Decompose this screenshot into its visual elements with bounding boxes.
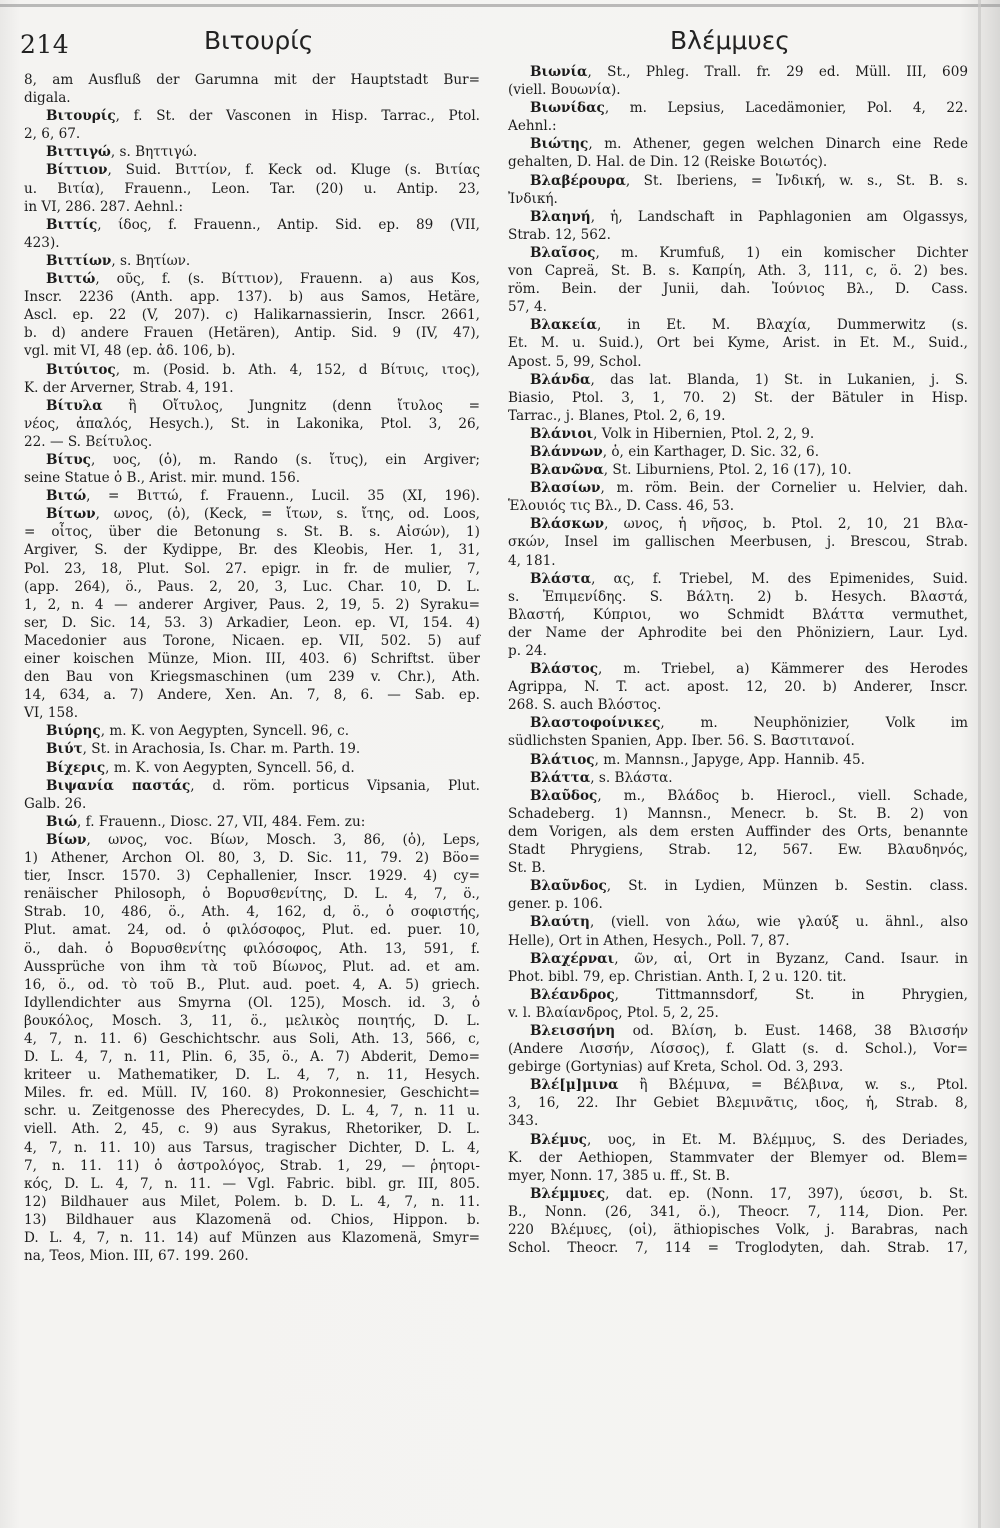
entry-line: κός, D. L. 4, 7, n. 11. — Vgl. Fabric. bibl. gr. III, 805. — [24, 1175, 480, 1192]
entry-line-headword: Βιττώ, οῦς, f. (s. Βίττιον), Frauenn. a) aus Kos, — [46, 271, 480, 288]
entry-line: 1) Athener, Archon Ol. 80, 3, D. Sic. 11, 79. 2) Böo= — [24, 850, 480, 867]
entry-line: den Bau von Kriegsmaschinen (um 239 v. Chr.), Ath. — [24, 669, 480, 686]
entry-line: Plut. amat. 24, od. ὁ φιλόσοφος, Plut. ed. puer. 10, — [24, 922, 480, 939]
entry-line-headword: Βίττιον, Suid. Βιττίον, f. Keck od. Kluge (s. Βιτίας — [46, 162, 480, 179]
entry-line: 8, am Ausfluß der Garumna mit der Hauptstadt Bur= — [24, 72, 480, 88]
right-column — [508, 63, 968, 1257]
entry-line-headword: Βιώ, f. Frauenn., Diosc. 27, VII, 484. Fem. zu: — [46, 813, 366, 830]
entry-line: 268. S. auch Βλόστος. — [508, 697, 662, 714]
entry-line: u. Βιτία), Frauenn., Leon. Tar. (20) u. Antip. 23, — [24, 180, 480, 197]
entry-line: 12) Bildhauer aus Milet, Polem. b. D. L. 4, 7, n. 11. — [24, 1193, 480, 1210]
running-head-left: Βιτουρίς — [204, 26, 314, 55]
headword: Βλάστος — [530, 661, 598, 678]
headword: Βλαβέρουρα — [530, 172, 626, 189]
entry-line-headword: Βιωνίδας, m. Lepsius, Lacedämonier, Pol. 4, 22. — [530, 100, 968, 117]
entry-line: seine Statue ὁ Β., Arist. mir. mund. 156. — [24, 470, 301, 487]
entry-line-headword: Βίων, ωνος, voc. Βίων, Mosch. 3, 86, (ὁ), Leps, — [46, 831, 480, 848]
entry-line: Ἰνδική. — [508, 190, 558, 207]
entry-line-headword: Βλαύτη, (viell. von λάω, wie γλαύξ u. ähnl., also — [530, 914, 968, 931]
entry-line-headword: Βιύρης, m. K. von Aegypten, Syncell. 96, c. — [46, 723, 350, 740]
headword: Βλαῖσος — [530, 244, 596, 261]
headword: Βιττίς — [46, 216, 98, 233]
headword: Βιώ — [46, 813, 78, 830]
headword: Βλέμυς — [530, 1131, 587, 1148]
entry-line: Aussprüche von ihm τὰ τοῦ Βίωνος, Plut. ad. et am. — [24, 958, 480, 975]
entry-line-headword: Βλακεία, in Et. M. Βλαχία, Dummerwitz (s. — [530, 317, 968, 334]
entry-line: D. L. 4, 7, n. 11. 14) auf Münzen aus Klazomenä, Smyr= — [24, 1230, 480, 1246]
running-head-right: Βλέμμυες — [670, 26, 790, 55]
entry-line: Ἑλουιός τις Βλ., D. Cass. 46, 53. — [508, 498, 735, 515]
entry-line: ser, D. Sic. 14, 53. 3) Arkadier, Leon. ep. VI, 154. 4) — [24, 614, 480, 631]
entry-line: Stadt Phrygiens, Strab. 12, 567. Ew. Βλαυδηνός, — [508, 842, 968, 859]
entry-line: b. d) andere Frauen (Hetären), Antip. Sid. 9 (IV, 47), — [24, 325, 480, 342]
entry-line: 220 Βλέμυες, (οἱ), äthiopisches Volk, j. Barabras, nach — [508, 1222, 968, 1238]
entry-line: D. L. 4, 7, n. 11, Plin. 6, 35, ö., A. 7) Abderit, Demo= — [24, 1049, 480, 1066]
entry-line: Ascl. ep. 22 (V, 207). c) Halikarnassierin, Inscr. 2661, — [24, 307, 480, 324]
entry-line: Schadeberg. 1) Mannsn., Menecr. b. St. B. 2) von — [508, 805, 968, 822]
headword: Βλανῶνα — [530, 462, 604, 479]
headword: Βιττίων — [46, 252, 112, 269]
entry-line: 4, 181. — [508, 552, 556, 569]
entry-line: kriteer u. Mathematiker, D. L. 4, 7, n. 11, Hesych. — [24, 1067, 480, 1084]
entry-line: 13) Bildhauer aus Klazomenä od. Chios, Hippon. b. — [24, 1211, 480, 1228]
entry-line-headword: Βιωνία, St., Phleg. Trall. fr. 29 ed. Müll. III, 609 — [530, 64, 968, 80]
headword: Βιύτ — [46, 741, 83, 758]
entry-line: schr. u. Zeitgenosse des Pherecydes, D. L. 4, 7, n. 11 u. — [24, 1103, 480, 1120]
entry-line: in VI, 286. 287. Aehnl.: — [24, 198, 184, 215]
headword: Βιτουρίς — [46, 108, 116, 125]
entry-line-headword: Βλάνδα, das lat. Blanda, 1) St. in Lukanien, j. S. — [530, 371, 968, 388]
entry-line: der Name der Aphrodite bei den Phöniziern, Laur. Lyd. — [508, 624, 968, 641]
entry-line: 4, 7, n. 11. 10) aus Tarsus, tragischer Dichter, D. L. 4, — [24, 1139, 480, 1156]
headword: Βίων — [46, 831, 87, 848]
headword: Βίχερις — [46, 759, 106, 776]
entry-line-headword: Βιττιγώ, s. Βηττιγώ. — [46, 144, 198, 161]
entry-line: (Andere Λισσήν, Λίσσος), f. Glatt (s. d. Schol.), Vor= — [508, 1041, 968, 1058]
headword: Βλασίων — [530, 480, 601, 497]
scan-top-edge — [0, 4, 1000, 7]
entry-line: Biasio, Ptol. 3, 1, 70. 2) St. der Bätuler in Hisp. — [508, 389, 968, 406]
headword: Βιωνία — [530, 64, 588, 80]
entry-line: 3, 16, 22. Ihr Gebiet Βλεμινᾶτις, ιδος, ἡ, Strab. 8, — [508, 1095, 968, 1112]
entry-line: = οἶτος, über die Betonung s. St. B. s. Αἰσών), 1) — [24, 524, 480, 541]
entry-line: 57, 4. — [508, 299, 547, 316]
headword: Βίτυς — [46, 451, 91, 468]
entry-line: Argiver, S. der Kydippe, Br. des Kleobis, Her. 1, 31, — [24, 542, 480, 559]
entry-line: gehalten, D. Hal. de Din. 12 (Reiske Βοιωτός). — [508, 154, 828, 171]
headword: Βιώτης — [530, 136, 589, 153]
entry-line-headword: Βλαβέρουρα, St. Iberiens, = Ἰνδική, w. s., St. B. s. — [530, 172, 968, 189]
entry-line: digala. — [24, 90, 71, 107]
entry-line: Macedonier aus Torone, Nicaen. ep. VII, 502. 5) auf — [24, 632, 480, 649]
headword: Βιτύιτος — [46, 361, 116, 378]
entry-line: p. 24. — [508, 643, 547, 659]
headword: Βλάττα — [530, 769, 591, 786]
headword: Βιψανία παστάς — [46, 777, 191, 794]
entry-line: myer, Nonn. 17, 385 u. ff., St. B. — [508, 1167, 730, 1184]
entry-line-headword: Βλέμυς, υος, in Et. M. Βλέμμυς, S. des Deriades, — [530, 1131, 968, 1148]
headword: Βίτων — [46, 506, 96, 523]
entry-line: 423). — [24, 234, 60, 251]
headword: Βλέμμυες — [530, 1185, 606, 1202]
entry-line: K. der Aethiopen, Stammvater der Blemyer od. Blem= — [508, 1149, 968, 1166]
headword: Βιωνίδας — [530, 100, 605, 117]
headword: Βιύρης — [46, 723, 101, 740]
entry-line: einer koischen Münze, Mion. III, 403. 6) Schriftst. über — [24, 651, 480, 667]
left-column — [24, 71, 480, 1265]
entry-line: Idyllendichter aus Smyrna (Ol. 125), Mosch. id. 3, ὁ — [24, 994, 480, 1011]
entry-line: βουκόλος, Mosch. 3, 11, ö., μελικὸς ποιητής, D. L. — [24, 1012, 480, 1029]
entry-line-headword: Βλαῦνδος, St. in Lydien, Münzen b. Sestin. class. — [530, 878, 968, 895]
entry-line: Schol. Theocr. 7, 114 = Troglodyten, dah. Strab. 17, — [508, 1240, 968, 1257]
entry-line-headword: Βλαχέρναι, ῶν, αἱ, Ort in Byzanz, Cand. Isaur. in — [530, 950, 968, 967]
entry-line-headword: Βλάσκων, ωνος, ἡ νῆσος, b. Ptol. 2, 10, 21 Βλα- — [530, 516, 968, 533]
headword: Βιττιγώ — [46, 144, 111, 161]
headword: Βλάννων — [530, 443, 603, 460]
entry-line: St. B. — [508, 860, 546, 877]
entry-line: σκών, Insel im gallischen Meerbusen, j. Brescou, Strab. — [508, 534, 968, 551]
entry-line: gebirge (Gortynias) auf Kreta, Schol. Od. 3, 293. — [508, 1059, 844, 1076]
headword: Βλαῦνδος — [530, 878, 607, 895]
headword: Βιτώ — [46, 488, 87, 505]
entry-line: v. l. Βλαίανδρος, Ptol. 5, 2, 25. — [508, 1004, 719, 1021]
entry-line: Pol. 23, 18, Plut. Sol. 27. epigr. in fr. de mulier, 7, — [24, 560, 480, 577]
entry-line: Galb. 26. — [24, 795, 87, 812]
entry-line: 16, ö., od. τὸ τοῦ Β., Plut. aud. poet. 4, A. 5) griech. — [24, 976, 480, 993]
headword: Βλέ[μ]μινα — [530, 1077, 619, 1094]
entry-line: (app. 264), ö., Paus. 2, 20, 3, Luc. Char. 10, D. L. — [24, 578, 480, 595]
entry-line: Phot. bibl. 79, ep. Christian. Anth. I, 2 u. 120. tit. — [508, 968, 847, 985]
entry-line: 1, 2, n. 4 — anderer Argiver, Paus. 2, 19, 5. 2) Syraku= — [24, 596, 480, 613]
headword: Βλαῦδος — [530, 787, 598, 804]
headword: Βλακεία — [530, 317, 597, 334]
headword: Βλαύτη — [530, 914, 590, 931]
entry-line-headword: Βίτυς, υος, (ὁ), m. Rando (s. ἴτυς), ein Argiver; — [46, 451, 480, 468]
headword: Βλεισσήνη — [530, 1022, 616, 1039]
entry-line-headword: Βιώτης, m. Athener, gegen welchen Dinarch eine Rede — [530, 136, 968, 153]
entry-line-headword: Βλεισσήνη od. Βλίση, b. Eust. 1468, 38 Βλισσήν — [530, 1022, 968, 1039]
entry-line: 7, n. 11. 11) ὁ ἀστρολόγος, Strab. 1, 29, — ῥητορι- — [24, 1157, 480, 1174]
headword: Βλέανδρος — [530, 986, 615, 1003]
headword: Βλαστοφοίνικες — [530, 715, 661, 732]
entry-line: Et. M. u. Suid.), Ort bei Kyme, Arist. in Et. M., Suid., — [508, 335, 968, 352]
entry-line: 2, 6, 67. — [24, 126, 81, 143]
headword: Βίττιον — [46, 162, 108, 179]
entry-line: 343. — [508, 1113, 539, 1130]
entry-line-headword: Βλασίων, m. röm. Bein. der Cornelier u. Helvier, dah. — [530, 480, 968, 497]
entry-line-headword: Βιψανία παστάς, d. röm. porticus Vipsania, Plut. — [46, 777, 480, 794]
headword: Βλάτιος — [530, 751, 595, 768]
entry-line: νέος, ἁπαλός, Hesych.), St. in Lakonika, Ptol. 3, 26, — [24, 415, 480, 432]
entry-line-headword: Βίτων, ωνος, (ὁ), (Keck, = ἴτων, s. ἴτης, od. Loos, — [46, 506, 480, 523]
headword: Βλάνιοι — [530, 425, 594, 442]
entry-line-headword: Βιτύιτος, m. (Posid. b. Ath. 4, 152, d Βίτυις, ιτος), — [46, 361, 480, 378]
entry-line-headword: Βίχερις, m. K. von Aegypten, Syncell. 56, d. — [46, 759, 355, 776]
entry-line: Strab. 12, 562. — [508, 226, 611, 243]
headword: Βλαηνή — [530, 208, 591, 225]
entry-line-headword: Βλέανδρος, Tittmannsdorf, St. in Phrygien, — [530, 986, 968, 1003]
entry-line-headword: Βλαῖσος, m. Krumfuß, 1) ein komischer Dichter — [530, 244, 968, 261]
entry-line: röm. Bein. der Junii, dah. Ἰούνιος Βλ., D. Cass. — [508, 281, 968, 298]
headword: Βίτυλα — [46, 397, 103, 414]
entry-line: 22. — S. Βείτυλος. — [24, 433, 153, 450]
headword: Βλάστα — [530, 570, 592, 587]
entry-line-headword: Βλάττα, s. Βλάστα. — [530, 769, 673, 786]
entry-line: ö., dah. ὁ Βορυσθενίτης φιλόσοφος, Ath. 13, 591, f. — [24, 940, 480, 957]
headword: Βιττώ — [46, 271, 96, 288]
entry-line-headword: Βλάννων, ὁ, ein Karthager, D. Sic. 32, 6. — [530, 443, 820, 460]
entry-line: vgl. mit VI, 48 (ep. ἀδ. 106, b). — [24, 343, 236, 360]
entry-line: Tarrac., j. Blanes, Ptol. 2, 6, 19. — [508, 407, 726, 424]
entry-line-headword: Βλέ[μ]μινα ἢ Βλέμινα, = Βέλβινα, w. s., Ptol. — [530, 1077, 968, 1094]
entry-line-headword: Βλαῦδος, m., Βλάδος b. Hierocl., viell. Schade, — [530, 787, 968, 804]
headword: Βλάσκων — [530, 516, 605, 533]
entry-line: tier, Inscr. 1570. 3) Cephallenier, Inscr. 1929. 4) cy= — [24, 868, 480, 885]
entry-line: Miles. fr. ed. Müll. IV, 160. 8) Prokonnesier, Geschicht= — [24, 1085, 480, 1102]
entry-line-headword: Βλάστα, ας, f. Triebel, M. des Epimenides, Suid. — [530, 570, 968, 587]
entry-line: Helle), Ort in Athen, Hesych., Poll. 7, 87. — [508, 932, 790, 949]
scan-binding-edge — [978, 0, 981, 1528]
entry-line-headword: Βλάτιος, m. Mannsn., Japyge, App. Hannib. 45. — [530, 751, 865, 768]
entry-line: na, Teos, Mion. III, 67. 199. 260. — [24, 1248, 249, 1265]
entry-line-headword: Βιτώ, = Βιττώ, f. Frauenn., Lucil. 35 (XI, 196). — [46, 488, 480, 505]
entry-line-headword: Βλαστοφοίνικες, m. Neuphönizier, Volk im — [530, 715, 968, 732]
headword: Βλάνδα — [530, 371, 591, 388]
entry-line: Agrippa, N. T. act. apost. 12, 20. b) Anderer, Inscr. — [508, 679, 968, 696]
entry-line-headword: Βλανῶνα, St. Liburniens, Ptol. 2, 16 (17), 10. — [530, 462, 852, 479]
entry-line: 4, 7, n. 11. 6) Geschichtschr. aus Soli, Ath. 13, 566, c, — [24, 1030, 480, 1047]
entry-line-headword: Βλάνιοι, Volk in Hibernien, Ptol. 2, 2, 9. — [530, 425, 815, 442]
entry-line: B., Nonn. (26, 341, ö.), Theocr. 7, 114, Dion. Per. — [508, 1203, 968, 1220]
entry-line-headword: Βιττίς, ίδος, f. Frauenn., Antip. Sid. ep. 89 (VII, — [46, 216, 480, 233]
entry-line: s. Ἐπιμενίδης. S. Βάλτη. 2) b. Hesych. Βλαστά, — [508, 588, 968, 605]
entry-line: VI, 158. — [24, 705, 79, 722]
entry-line-headword: Βιύτ, St. in Arachosia, Is. Char. m. Parth. 19. — [46, 741, 361, 758]
entry-line: viell. Ath. 2, 45, c. 9) aus Syrakus, Rhetoriker, D. L. — [24, 1121, 480, 1138]
page-number: 214 — [20, 30, 70, 59]
entry-line: renäischer Philosoph, ὁ Βορυσθενίτης, D. L. 4, 7, ö., — [24, 886, 480, 903]
entry-line-headword: Βιττίων, s. Βητίων. — [46, 252, 191, 269]
entry-line: Strab. 10, 486, ö., Ath. 4, 162, d, ö., ὁ σοφιστής, — [24, 904, 480, 921]
headword: Βλαχέρναι — [530, 950, 615, 967]
entry-line-headword: Βλάστος, m. Triebel, a) Kämmerer des Herodes — [530, 661, 968, 678]
entry-line: südlichsten Spanien, App. Iber. 56. S. Βαστιτανοί. — [508, 733, 855, 750]
entry-line: dem Vorigen, als dem ersten Auffinder des Orts, benannte — [508, 823, 968, 840]
entry-line: 14, 634, a. 7) Andere, Xen. An. 7, 8, 6. — Sab. ep. — [24, 687, 480, 704]
entry-line-headword: Βλαηνή, ἡ, Landschaft in Paphlagonien am Olgassys, — [530, 208, 968, 225]
entry-line: Inscr. 2236 (Anth. app. 137). b) aus Samos, Hetäre, — [24, 289, 480, 306]
entry-line: K. der Arverner, Strab. 4, 191. — [24, 379, 234, 396]
entry-line: (viell. Βουωνία). — [508, 82, 621, 99]
entry-line: Βλαστή, Κύπριοι, wo Schmidt Βλάττα vermuthet, — [508, 606, 968, 623]
entry-line: gener. p. 106. — [508, 896, 603, 913]
entry-line: Apost. 5, 99, Schol. — [508, 353, 642, 370]
entry-line: Aehnl.: — [508, 118, 557, 135]
entry-line-headword: Βιτουρίς, f. St. der Vasconen in Hisp. Tarrac., Ptol. — [46, 108, 480, 125]
entry-line-headword: Βλέμμυες, dat. ep. (Nonn. 17, 397), ύεσσι, b. St. — [530, 1185, 968, 1202]
entry-line: von Capreä, St. B. s. Καπρίη, Ath. 3, 111, c, ö. 2) bes. — [508, 263, 968, 280]
entry-line-headword: Βίτυλα ἢ Οἴτυλος, Jungnitz (denn ἴτυλος = — [46, 397, 480, 414]
